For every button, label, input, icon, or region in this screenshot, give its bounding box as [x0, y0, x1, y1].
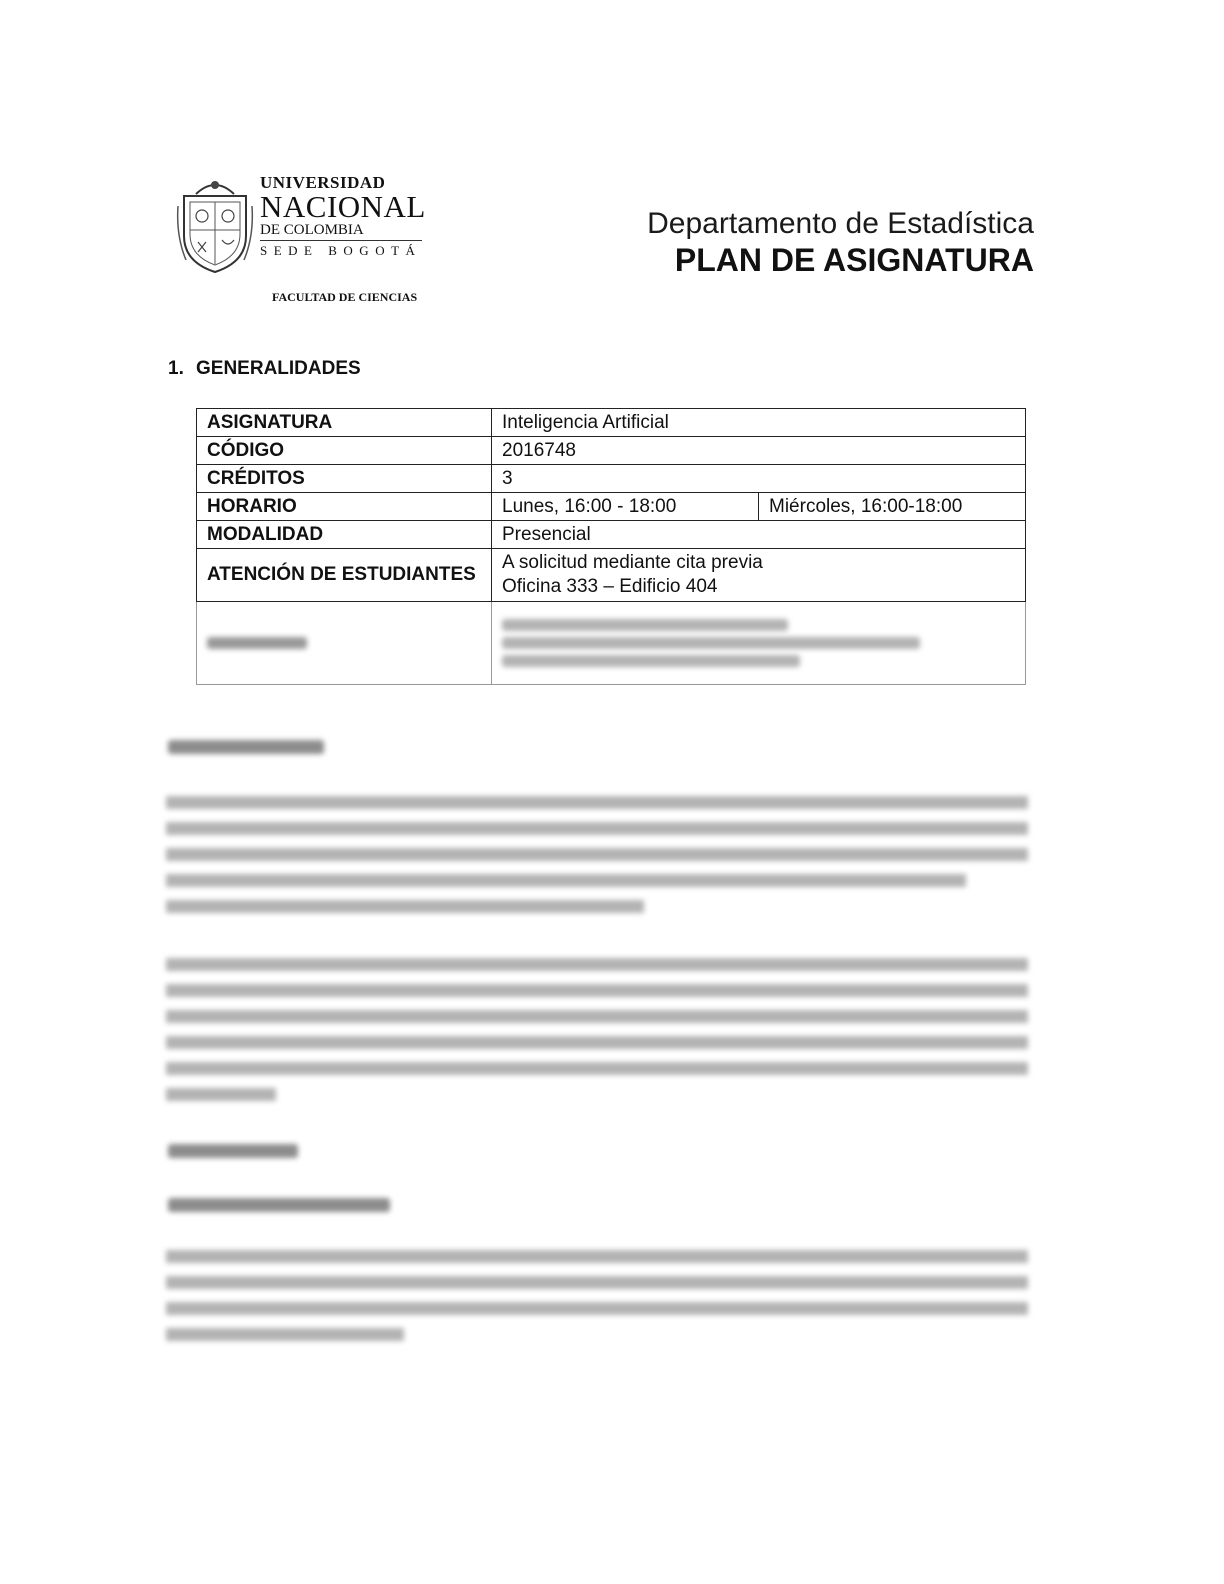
document-title: PLAN DE ASIGNATURA — [674, 242, 1034, 278]
redacted-section-heading — [168, 740, 324, 754]
section-title: GENERALIDADES — [196, 358, 361, 379]
logo-line-sede: SEDE BOGOTÁ — [260, 243, 422, 258]
university-crest-icon — [176, 176, 254, 276]
redacted-section-heading — [168, 1144, 298, 1158]
generalidades-table — [196, 408, 1026, 685]
row-value: 3 — [492, 465, 1026, 493]
redacted-subsection-heading — [168, 1198, 390, 1212]
redacted-value — [492, 602, 1026, 685]
row-value — [492, 549, 1026, 602]
section-heading-generalidades — [168, 358, 361, 380]
row-label: ASIGNATURA — [197, 409, 492, 437]
logo-line-de-colombia: DE COLOMBIA — [260, 222, 364, 238]
university-logo — [176, 174, 436, 310]
table-row — [197, 437, 1026, 465]
table-row — [197, 409, 1026, 437]
row-label: ATENCIÓN DE ESTUDIANTES — [197, 549, 492, 602]
table-row — [197, 465, 1026, 493]
row-label: HORARIO — [197, 493, 492, 521]
logo-line-facultad: FACULTAD DE CIENCIAS — [272, 290, 418, 304]
row-label: MODALIDAD — [197, 521, 492, 549]
table-row — [197, 521, 1026, 549]
redacted-label — [197, 602, 492, 685]
row-label: CÓDIGO — [197, 437, 492, 465]
table-row — [197, 549, 1026, 602]
attention-line-2: Oficina 333 – Edificio 404 — [502, 576, 718, 597]
redacted-paragraph — [166, 958, 1028, 1114]
row-value: Presencial — [492, 521, 1026, 549]
schedule-slot-1: Lunes, 16:00 - 18:00 — [492, 493, 759, 521]
row-value: Inteligencia Artificial — [492, 409, 1026, 437]
document-header — [647, 208, 1034, 280]
table-row — [197, 493, 1026, 521]
logo-wordmark — [260, 174, 426, 259]
logo-line-nacional: NACIONAL — [260, 189, 426, 224]
redacted-paragraph — [166, 1250, 1028, 1354]
logo-line-universidad: UNIVERSIDAD — [260, 173, 386, 192]
section-number: 1. — [168, 358, 184, 379]
redacted-paragraph — [166, 796, 1028, 926]
department-name: Departamento de Estadística — [647, 207, 1034, 240]
row-value: 2016748 — [492, 437, 1026, 465]
row-label: CRÉDITOS — [197, 465, 492, 493]
redacted-table-row — [197, 602, 1026, 685]
attention-line-1: A solicitud mediante cita previa — [502, 552, 763, 573]
logo-divider — [260, 240, 422, 241]
schedule-slot-2: Miércoles, 16:00-18:00 — [759, 493, 1026, 521]
